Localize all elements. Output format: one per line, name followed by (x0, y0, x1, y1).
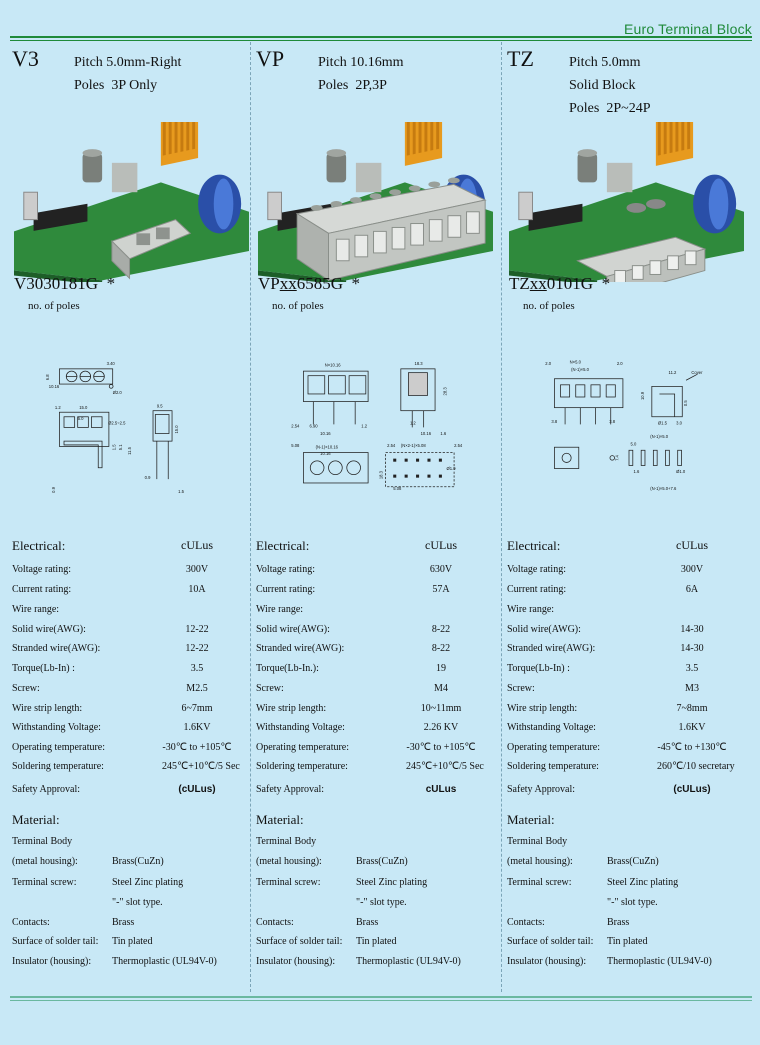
material-value: Brass(CuZn) (112, 856, 164, 867)
spec-label: Withstanding Voltage: (12, 722, 101, 733)
spec-label: Operating temperature: (12, 742, 106, 753)
material-value: "-" slot type. (112, 897, 163, 908)
dimension-label: 5.0 (77, 415, 84, 421)
safety-approval-mark: (cULus) (178, 784, 216, 795)
dimension-label: 2.54 (291, 423, 300, 429)
material-value: Thermoplastic (UL94V-0) (112, 956, 217, 967)
dimension-label: N×5.0 (569, 359, 581, 365)
part-number-suffix: 6585G (296, 274, 344, 293)
material-value: Thermoplastic (UL94V-0) (356, 956, 461, 967)
product-column-v3 (12, 42, 257, 992)
part-number (14, 274, 115, 294)
material-label: Contacts: (256, 917, 294, 928)
spec-value: 3.5 (190, 663, 204, 674)
poles-note: no. of poles (272, 300, 324, 312)
dimension-label: (N-1)×10.16 (315, 444, 338, 450)
spec-value: 12-22 (185, 624, 209, 635)
part-number-star: * (601, 274, 611, 293)
spec-value: 8-22 (431, 643, 451, 654)
material-label: Terminal screw: (12, 877, 77, 888)
material-row (507, 877, 679, 888)
spec-value: 8-22 (431, 624, 451, 635)
material-label: Contacts: (12, 917, 50, 928)
material-label: Surface of solder tail: (507, 936, 594, 947)
dimension-label: 3.8 (551, 418, 558, 424)
spec-label: Screw: (12, 683, 40, 694)
footer-rule (10, 996, 752, 998)
spec-value: -30℃ to +105℃ (162, 742, 232, 753)
spec-label: Operating temperature: (256, 742, 350, 753)
spec-label: Voltage rating: (12, 564, 71, 575)
header-rule (10, 36, 752, 38)
dimension-label: 0.9 (50, 487, 56, 493)
dimension-label: 15.0 (79, 405, 88, 411)
material-value: "-" slot type. (356, 897, 407, 908)
dimension-label: 10.16 (320, 431, 331, 437)
page-title: Euro Terminal Block (623, 21, 752, 37)
dimension-label: Ø1.5 (657, 420, 667, 426)
spec-label: Wire range: (256, 604, 304, 615)
dimension-label: 10.16 (320, 450, 331, 456)
dimension-drawing (14, 327, 254, 502)
electrical-standard: cULus (181, 538, 213, 552)
spec-label: Torque(Lb-In) : (507, 663, 570, 674)
material-heading: Material: (507, 812, 555, 827)
series-name: VP (256, 46, 285, 71)
material-row (12, 836, 72, 847)
dimension-label: 2.0 (616, 361, 623, 367)
dimension-drawing-frame (258, 327, 498, 502)
spec-value: -45℃ to +130℃ (657, 742, 727, 753)
spec-value: 57A (432, 584, 450, 595)
spec-value: 300V (185, 564, 209, 575)
footer-rule-thin (10, 1000, 752, 1001)
material-label: Insulator (housing): (507, 956, 587, 967)
material-value: Brass(CuZn) (607, 856, 659, 867)
material-label: Contacts: (507, 917, 545, 928)
spec-label: Current rating: (507, 584, 567, 595)
electrical-heading-text: Electrical: (507, 538, 561, 553)
spec-value: M2.5 (186, 683, 208, 694)
material-heading: Material: (12, 812, 60, 827)
material-row (507, 917, 630, 928)
material-label: Terminal screw: (256, 877, 321, 888)
material-value: Steel Zinc plating (356, 877, 428, 888)
dimension-drawing-frame (14, 327, 254, 502)
dimension-label: 5.0 (630, 441, 637, 447)
material-row (256, 956, 461, 967)
electrical-standard: cULus (425, 538, 457, 552)
dimension-label: 3.8 (609, 418, 616, 424)
poles-note: no. of poles (28, 300, 80, 312)
product-column-vp (256, 42, 501, 992)
spec-label: Soldering temperature: (12, 761, 104, 772)
series-name: TZ (507, 46, 534, 71)
dimension-label: 11.5 (126, 447, 132, 455)
spec-value: 14-30 (680, 624, 704, 635)
spec-value: 14-30 (680, 643, 704, 654)
dimension-label: 1.2 (54, 405, 61, 411)
part-number-prefix: TZ (509, 274, 530, 293)
dimension-label: Ø1.0 (676, 469, 686, 475)
spec-label: Withstanding Voltage: (256, 722, 345, 733)
dimension-label: 2.0 (545, 361, 552, 367)
product-photo (258, 122, 493, 282)
part-number-suffix: 0101G (546, 274, 594, 293)
series-name: V3 (12, 46, 39, 71)
material-value: Steel Zinc plating (607, 877, 679, 888)
material-value: Tin plated (112, 936, 153, 947)
part-number-poles: xx (529, 274, 547, 293)
spec-value: 10A (188, 584, 206, 595)
product-photo (509, 122, 744, 282)
dimension-label: Ø2.5~2.5 (108, 420, 126, 426)
dimension-label: (N×2-1)×5.08 (400, 443, 426, 449)
dimension-label: (N-1)×5.0+7.6 (650, 485, 677, 491)
spec-label: Stranded wire(AWG): (12, 643, 101, 654)
dimension-drawing (509, 327, 749, 502)
part-number-star: * (351, 274, 361, 293)
dimension-label: Ø1.9 (446, 466, 456, 472)
spec-value: 7~8mm (676, 703, 708, 714)
dimension-label: 1.5 (178, 488, 184, 494)
dimension-label: 0.5 (682, 400, 688, 407)
spec-label: Wire strip length: (507, 703, 578, 714)
spec-value: 630V (429, 564, 453, 575)
dimension-label: 1.2 (361, 423, 368, 429)
electrical-heading (12, 538, 213, 554)
dimension-label: N×10.16 (324, 362, 341, 368)
material-heading: Material: (256, 812, 304, 827)
spec-label: Current rating: (256, 584, 316, 595)
spec-value: 245℃+10℃/5 Sec (162, 761, 240, 772)
product-column-tz (507, 42, 752, 992)
spec-label: Screw: (507, 683, 535, 694)
dimension-label: 18.3 (414, 361, 423, 367)
part-number-prefix: V3030181G (14, 274, 99, 293)
material-label: Terminal screw: (507, 877, 572, 888)
dimension-label: (N-1)×5.0 (571, 367, 589, 373)
dimension-label: 5.08 (393, 485, 402, 491)
spec-value: 12-22 (185, 643, 209, 654)
spec-label: Voltage rating: (507, 564, 566, 575)
material-row (507, 836, 567, 847)
material-value: Steel Zinc plating (112, 877, 184, 888)
spec-label: Wire strip length: (256, 703, 327, 714)
material-value: Brass (356, 917, 379, 928)
electrical-heading-text: Electrical: (256, 538, 310, 553)
spec-label: Solid wire(AWG): (12, 624, 86, 635)
dimension-label: (N-1)×5.0 (650, 434, 669, 440)
spec-value: -30℃ to +105℃ (406, 742, 476, 753)
spec-value: M3 (685, 683, 699, 694)
material-value: Brass (112, 917, 135, 928)
spec-label: Torque(Lb-In.): (256, 663, 319, 674)
dimension-label: 10.16 (48, 383, 60, 389)
spec-label: Solid wire(AWG): (256, 624, 330, 635)
product-photo-frame (509, 122, 744, 282)
dimension-label: 6.8 (44, 374, 50, 381)
material-row (256, 856, 408, 867)
dimension-label: 6.90 (309, 423, 318, 429)
dimension-label: 28.3 (442, 387, 448, 396)
part-number-star: * (106, 274, 116, 293)
safety-approval-mark: (cULus) (673, 784, 711, 795)
spec-label: Stranded wire(AWG): (256, 643, 345, 654)
spec-label: Solid wire(AWG): (507, 624, 581, 635)
material-row (12, 936, 153, 947)
series-description: Pitch 10.16mm Poles 2P,3P (318, 55, 404, 93)
spec-label: Wire range: (12, 604, 60, 615)
electrical-heading (507, 538, 708, 554)
spec-value: 300V (680, 564, 704, 575)
spec-label: Safety Approval: (12, 784, 81, 795)
dimension-label: 10.9 (640, 391, 646, 401)
material-row (507, 936, 648, 947)
material-row (256, 917, 379, 928)
dimension-label: 5.1 (117, 444, 123, 451)
spec-value: 1.6KV (183, 722, 211, 733)
dimension-label: 3.40 (106, 361, 115, 367)
header-rule-thin (10, 40, 752, 41)
spec-label: Current rating: (12, 584, 72, 595)
material-row (256, 836, 316, 847)
material-label: Surface of solder tail: (12, 936, 99, 947)
spec-label: Operating temperature: (507, 742, 601, 753)
product-photo-frame (258, 122, 493, 282)
material-label: Insulator (housing): (256, 956, 336, 967)
spec-label: Torque(Lb-In) : (12, 663, 75, 674)
spec-label: Withstanding Voltage: (507, 722, 596, 733)
dimension-label: 1.5 (111, 444, 117, 451)
dimension-drawing (258, 327, 498, 502)
spec-value: 6~7mm (181, 703, 213, 714)
dimension-label: 1.6 (440, 431, 447, 437)
material-label: Surface of solder tail: (256, 936, 343, 947)
part-number-poles: xx (279, 274, 297, 293)
material-row (12, 917, 135, 928)
series-description: Pitch 5.0mm Solid Block Poles 2P~24P (569, 55, 651, 116)
dimension-label: 1.6 (633, 469, 640, 475)
material-value: "-" slot type. (607, 897, 658, 908)
dimension-label: 3.0 (676, 420, 682, 426)
material-label: (metal housing): (256, 856, 322, 867)
spec-value: 10~11mm (420, 703, 462, 714)
material-label: Terminal Body (12, 836, 73, 847)
dimension-label: 18.3 (378, 471, 384, 480)
dimension-drawing-frame (509, 327, 749, 502)
spec-label: Safety Approval: (507, 784, 576, 795)
spec-value: 1.6KV (678, 722, 706, 733)
dimension-label: 0.9 (144, 475, 151, 481)
material-value: Brass (607, 917, 630, 928)
spec-value: M4 (434, 683, 448, 694)
dimension-label: Cover (691, 370, 703, 376)
spec-label: Wire range: (507, 604, 555, 615)
product-photo (14, 122, 249, 282)
dimension-label: 1.2 (409, 420, 416, 426)
spec-label: Soldering temperature: (507, 761, 599, 772)
material-row (256, 877, 428, 888)
material-label: (metal housing): (507, 856, 573, 867)
material-value: Tin plated (607, 936, 648, 947)
material-label: Terminal Body (256, 836, 317, 847)
spec-value: 19 (436, 663, 446, 674)
spec-label: Safety Approval: (256, 784, 325, 795)
material-value: Brass(CuZn) (356, 856, 408, 867)
series-description: Pitch 5.0mm-Right Poles 3P Only (74, 55, 182, 93)
dimension-label: 2.54 (454, 443, 463, 449)
spec-label: Soldering temperature: (256, 761, 348, 772)
electrical-standard: cULus (676, 538, 708, 552)
electrical-heading-text: Electrical: (12, 538, 66, 553)
spec-label: Stranded wire(AWG): (507, 643, 596, 654)
dimension-label: 9.5 (156, 403, 163, 409)
spec-label: Screw: (256, 683, 284, 694)
material-row (507, 856, 659, 867)
spec-value: 2.26 KV (423, 722, 459, 733)
spec-value: 260℃/10 secretary (657, 761, 735, 772)
part-number (509, 274, 610, 294)
material-value: Thermoplastic (UL94V-0) (607, 956, 712, 967)
electrical-heading (256, 538, 457, 554)
spec-value: 6A (685, 584, 699, 595)
material-value: Tin plated (356, 936, 397, 947)
spec-value: 245℃+10℃/5 Sec (406, 761, 484, 772)
dimension-label: Ø2.0 (112, 389, 122, 395)
material-label: Terminal Body (507, 836, 568, 847)
material-row (256, 936, 397, 947)
material-row (12, 877, 184, 888)
dimension-label: 5.08 (291, 443, 300, 449)
material-row (507, 956, 712, 967)
spec-label: Wire strip length: (12, 703, 83, 714)
safety-approval-mark: cULus (425, 784, 457, 795)
product-photo-frame (14, 122, 249, 282)
dimension-label: 7.4 (614, 455, 620, 461)
material-row (12, 956, 217, 967)
material-label: Insulator (housing): (12, 956, 92, 967)
material-label: (metal housing): (12, 856, 78, 867)
part-number-prefix: VP (258, 274, 280, 293)
spec-label: Voltage rating: (256, 564, 315, 575)
material-row (12, 856, 164, 867)
column-divider (501, 42, 502, 992)
spec-value: 3.5 (685, 663, 699, 674)
part-number (258, 274, 360, 294)
dimension-label: 11.2 (668, 370, 677, 376)
dimension-label: 15.0 (174, 425, 180, 434)
dimension-label: 10.16 (420, 431, 432, 437)
poles-note: no. of poles (523, 300, 575, 312)
dimension-label: 2.54 (387, 443, 396, 449)
